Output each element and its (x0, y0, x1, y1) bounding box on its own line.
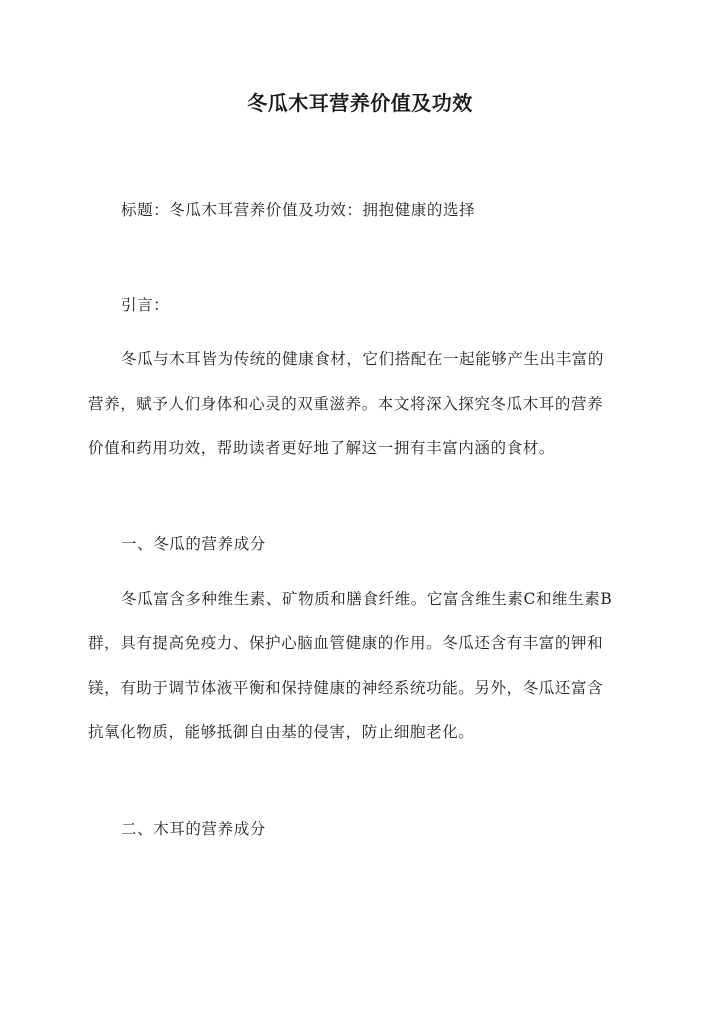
intro-paragraph-line: 营养，赋予人们身体和心灵的双重滋养。本文将深入探究冬瓜木耳的营养 (88, 395, 604, 413)
intro-heading: 引言： (121, 296, 170, 314)
section1-paragraph-line: 冬瓜富含多种维生素、矿物质和膳食纤维。它富含维生素C和维生素B (121, 590, 613, 608)
section1-paragraph-line: 抗氧化物质，能够抵御自由基的侵害，防止细胞老化。 (88, 723, 475, 741)
document-title: 冬瓜木耳营养价值及功效 (247, 91, 473, 115)
intro-paragraph-line: 价值和药用功效，帮助读者更好地了解这一拥有丰富内涵的食材。 (88, 439, 555, 457)
section2-heading: 二、木耳的营养成分 (121, 820, 266, 838)
section1-paragraph-line: 群，具有提高免疫力、保护心脑血管健康的作用。冬瓜还含有丰富的钾和 (88, 634, 604, 652)
intro-paragraph-line: 冬瓜与木耳皆为传统的健康食材，它们搭配在一起能够产生出丰富的 (121, 350, 605, 368)
section1-heading: 一、冬瓜的营养成分 (121, 535, 266, 553)
subtitle-line: 标题：冬瓜木耳营养价值及功效：拥抱健康的选择 (121, 201, 476, 219)
section1-paragraph-line: 镁，有助于调节体液平衡和保持健康的神经系统功能。另外，冬瓜还富含 (88, 679, 604, 697)
